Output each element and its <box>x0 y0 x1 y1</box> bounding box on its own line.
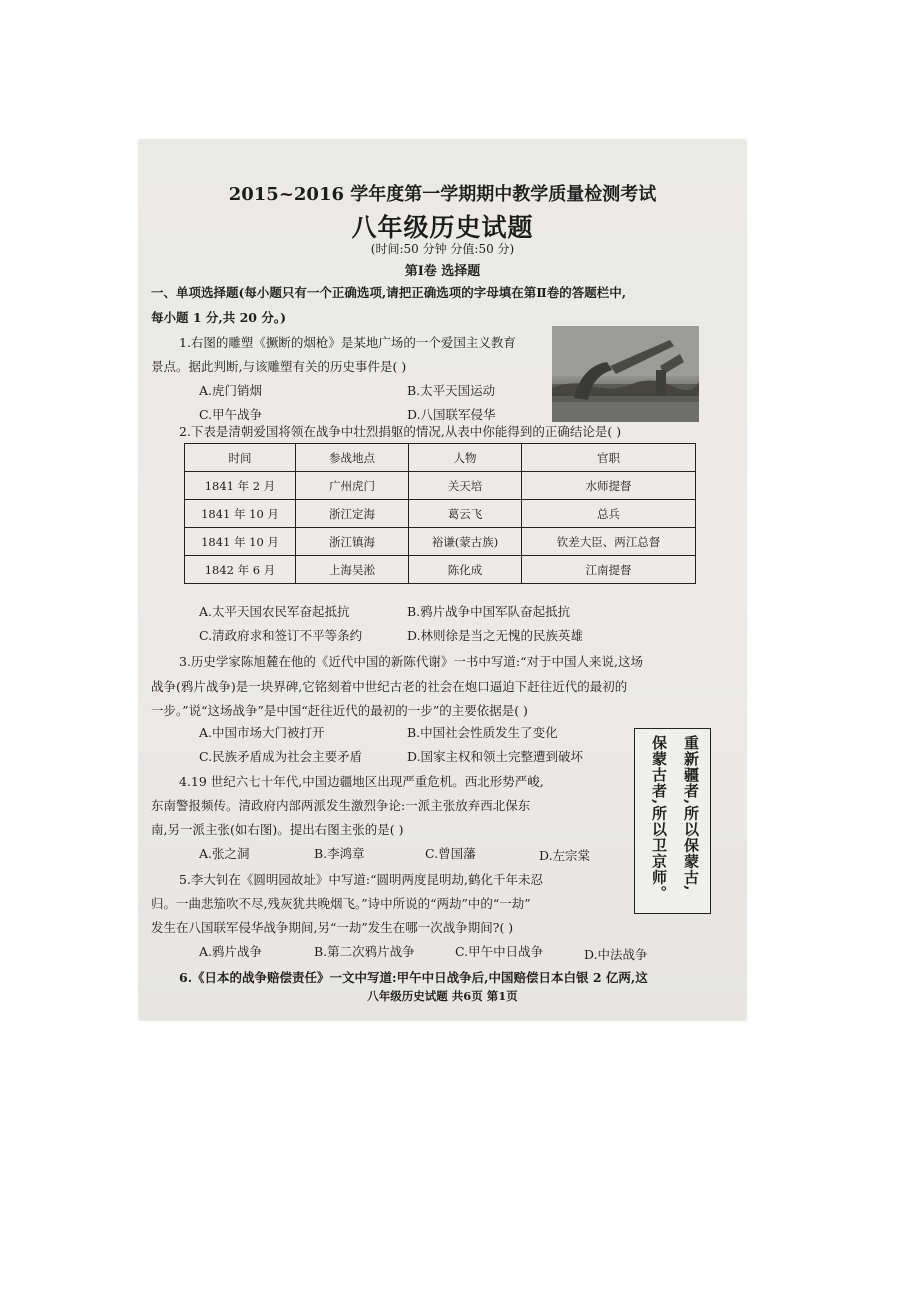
sculpture-photo <box>552 326 699 422</box>
q3-option-a: A.中国市场大门被打开 <box>199 725 325 740</box>
q5-option-a: A.鸦片战争 <box>199 944 263 959</box>
subject-title: 八年级历史试题 <box>351 213 534 242</box>
table-cell: 浙江镇海 <box>296 528 409 556</box>
q5-option-b: B.第二次鸦片战争 <box>314 944 415 959</box>
table-cell: 1841 年 10 月 <box>185 528 296 556</box>
q5-stem-cont: 归。一曲悲笳吹不尽,残灰犹共晚烟飞。”诗中所说的“两劫”中的“一劫” <box>151 896 531 911</box>
q2-option-c: C.清政府求和签订不平等条约 <box>199 628 363 643</box>
q5-stem-cont: 发生在八国联军侵华战争期间,另“一劫”发生在哪一次战争期间?( ) <box>151 920 514 935</box>
q1-option-a: A.虎门销烟 <box>199 383 263 398</box>
table-cell: 1841 年 10 月 <box>185 500 296 528</box>
table-cell: 1841 年 2 月 <box>185 472 296 500</box>
table-row <box>185 528 696 556</box>
quote-line-1: 重新疆者,所以保蒙古, <box>682 735 700 892</box>
table-cell: 关天培 <box>409 472 522 500</box>
table-header: 人物 <box>409 444 522 472</box>
table-cell: 裕谦(蒙古族) <box>409 528 522 556</box>
exam-paper <box>139 140 746 1020</box>
table-cell: 江南提督 <box>522 556 696 584</box>
table-row <box>185 472 696 500</box>
section-instructions: 一、单项选择题(每小题只有一个正确选项,请把正确选项的字母填在第Ⅱ卷的答题栏中, <box>151 285 627 300</box>
quote-line-2: 保蒙古者,所以卫京师。 <box>650 735 668 902</box>
q3-option-b: B.中国社会性质发生了变化 <box>407 725 558 740</box>
table-header: 时间 <box>185 444 296 472</box>
q4-stem: 4.19 世纪六七十年代,中国边疆地区出现严重危机。西北形势严峻, <box>179 774 544 789</box>
q3-stem-cont: 一步。”说“这场战争”是中国“赶往近代的最初的一步”的主要依据是( ) <box>151 703 528 718</box>
page-footer: 八年级历史试题 共6页 第1页 <box>367 989 518 1003</box>
table-cell: 上海吴淞 <box>296 556 409 584</box>
q4-stem-cont: 东南警报频传。清政府内部两派发生激烈争论:一派主张放弃西北保东 <box>151 798 531 813</box>
q1-option-b: B.太平天国运动 <box>407 383 496 398</box>
q1-stem-cont: 景点。据此判断,与该雕塑有关的历史事件是( ) <box>151 359 407 374</box>
table-header: 参战地点 <box>296 444 409 472</box>
table-cell: 水师提督 <box>522 472 696 500</box>
q1-stem: 1.右图的雕塑《撅断的烟枪》是某地广场的一个爱国主义教育 <box>179 335 516 350</box>
q4-option-d: D.左宗棠 <box>539 848 591 863</box>
q2-table <box>184 443 696 584</box>
table-row <box>185 500 696 528</box>
sculpture-image-icon <box>552 326 699 422</box>
time-score: (时间:50 分钟 分值:50 分) <box>370 242 515 256</box>
table-cell: 钦差大臣、两江总督 <box>522 528 696 556</box>
q3-option-c: C.民族矛盾成为社会主要矛盾 <box>199 749 363 764</box>
q5-option-d: D.中法战争 <box>584 947 648 962</box>
table-header: 官职 <box>522 444 696 472</box>
q1-option-d: D.八国联军侵华 <box>407 407 496 422</box>
exam-title: 2015~2016 学年度第一学期期中教学质量检测考试 <box>228 184 657 205</box>
q2-stem: 2.下表是清朝爱国将领在战争中壮烈捐躯的情况,从表中你能得到的正确结论是( ) <box>179 424 622 439</box>
q3-option-d: D.国家主权和领土完整遭到破坏 <box>407 749 584 764</box>
q3-stem-cont: 战争(鸦片战争)是一块界碑,它铭刻着中世纪古老的社会在炮口逼迫下赶往近代的最初的 <box>151 679 628 694</box>
table-header-row <box>185 444 696 472</box>
quote-box <box>634 728 711 914</box>
section-instructions-cont: 每小题 1 分,共 20 分。) <box>151 310 287 325</box>
table-cell: 广州虎门 <box>296 472 409 500</box>
q4-option-b: B.李鸿章 <box>314 846 365 861</box>
volume-heading: 第Ⅰ卷 选择题 <box>404 264 481 279</box>
q4-option-c: C.曾国藩 <box>425 846 476 861</box>
q1-option-c: C.甲午战争 <box>199 407 263 422</box>
q2-option-d: D.林则徐是当之无愧的民族英雄 <box>407 628 584 643</box>
table-cell: 浙江定海 <box>296 500 409 528</box>
table-cell: 1842 年 6 月 <box>185 556 296 584</box>
q5-option-c: C.甲午中日战争 <box>455 944 544 959</box>
q2-option-b: B.鸦片战争中国军队奋起抵抗 <box>407 604 571 619</box>
q2-option-a: A.太平天国农民军奋起抵抗 <box>199 604 350 619</box>
q3-stem: 3.历史学家陈旭麓在他的《近代中国的新陈代谢》一书中写道:“对于中国人来说,这场 <box>179 654 644 669</box>
table-cell: 陈化成 <box>409 556 522 584</box>
table-cell: 总兵 <box>522 500 696 528</box>
q4-option-a: A.张之洞 <box>199 846 250 861</box>
q4-stem-cont: 南,另一派主张(如右图)。提出右图主张的是( ) <box>151 822 404 837</box>
table-cell: 葛云飞 <box>409 500 522 528</box>
q5-stem: 5.李大钊在《圆明园故址》中写道:“圆明两度昆明劫,鹤化千年未忍 <box>179 872 544 887</box>
q6-stem: 6.《日本的战争赔偿责任》一文中写道:甲午中日战争后,中国赔偿日本白银 2 亿两,这 <box>179 970 648 985</box>
table-row <box>185 556 696 584</box>
